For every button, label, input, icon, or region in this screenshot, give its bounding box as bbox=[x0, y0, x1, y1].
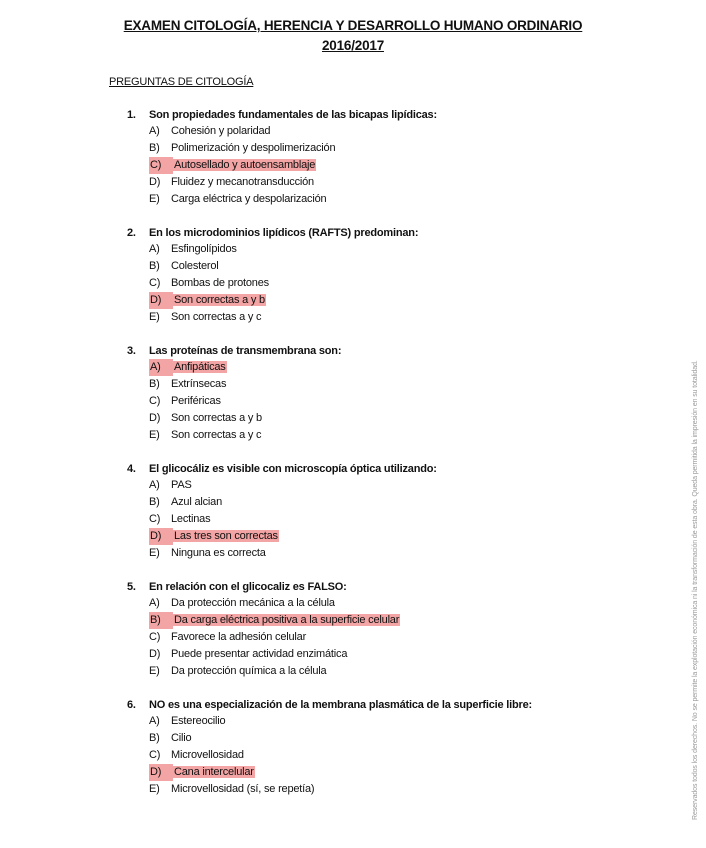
option-a bbox=[149, 595, 647, 612]
option-a bbox=[149, 713, 647, 730]
option-text: Cohesión y polaridad bbox=[171, 125, 271, 137]
option-letter: A) bbox=[149, 715, 160, 727]
option-letter: B) bbox=[149, 732, 160, 744]
option-d bbox=[149, 528, 647, 545]
option-letter: B) bbox=[149, 142, 160, 154]
option-text: Cilio bbox=[171, 732, 192, 744]
question-4 bbox=[127, 462, 647, 562]
option-text: Lectinas bbox=[171, 513, 211, 525]
option-text: Fluidez y mecanotransducción bbox=[171, 176, 314, 188]
option-letter: C) bbox=[149, 513, 161, 525]
question-text: En relación con el glicocaliz es FALSO: bbox=[149, 581, 347, 593]
option-c bbox=[149, 629, 647, 646]
copyright-note: Reservados todos los derechos. No se permite la explotación económica ni la transformación de esta obra. Queda permitida la impresión en su totalidad. bbox=[692, 360, 699, 820]
option-letter: A) bbox=[149, 243, 160, 255]
option-d bbox=[149, 646, 647, 663]
section-heading: PREGUNTAS DE CITOLOGÍA bbox=[109, 76, 254, 88]
question-number: 5. bbox=[127, 581, 136, 593]
option-text: Bombas de protones bbox=[171, 277, 269, 289]
option-text: Son correctas a y b bbox=[171, 412, 262, 424]
option-text: Son correctas a y c bbox=[171, 429, 262, 441]
option-letter: E) bbox=[149, 665, 160, 677]
option-b bbox=[149, 730, 647, 747]
option-b bbox=[149, 612, 647, 629]
option-text: Azul alcian bbox=[171, 496, 222, 508]
option-text: Son correctas a y c bbox=[171, 311, 262, 323]
option-e bbox=[149, 427, 647, 444]
option-letter: B) bbox=[149, 496, 160, 508]
option-c bbox=[149, 393, 647, 410]
question-number: 3. bbox=[127, 345, 136, 357]
option-letter: E) bbox=[149, 547, 160, 559]
option-text: Autosellado y autoensamblaje bbox=[174, 159, 316, 171]
exam-title: EXAMEN CITOLOGÍA, HERENCIA Y DESARROLLO HUMANO ORDINARIO bbox=[123, 18, 583, 33]
option-text: Colesterol bbox=[171, 260, 219, 272]
option-text: Da protección química a la célula bbox=[171, 665, 327, 677]
option-letter: C) bbox=[149, 157, 173, 174]
option-letter: D) bbox=[149, 648, 161, 660]
question-1 bbox=[127, 108, 647, 208]
option-text: Ninguna es correcta bbox=[171, 547, 266, 559]
option-letter: A) bbox=[149, 597, 160, 609]
option-letter: A) bbox=[149, 479, 160, 491]
option-text: Da carga eléctrica positiva a la superficie celular bbox=[174, 614, 400, 626]
option-letter: C) bbox=[149, 749, 161, 761]
option-e bbox=[149, 309, 647, 326]
option-letter: A) bbox=[149, 359, 173, 376]
option-b bbox=[149, 494, 647, 511]
option-text: Favorece la adhesión celular bbox=[171, 631, 307, 643]
option-text: Microvellosidad (sí, se repetía) bbox=[171, 783, 315, 795]
option-letter: E) bbox=[149, 429, 160, 441]
question-text: Son propiedades fundamentales de las bicapas lipídicas: bbox=[149, 109, 437, 121]
option-d bbox=[149, 174, 647, 191]
option-letter: E) bbox=[149, 311, 160, 323]
question-6 bbox=[127, 698, 647, 798]
option-letter: A) bbox=[149, 125, 160, 137]
option-c bbox=[149, 157, 647, 174]
option-text: Cana intercelular bbox=[174, 766, 254, 778]
question-text: NO es una especialización de la membrana plasmática de la superficie libre: bbox=[149, 699, 532, 711]
option-d bbox=[149, 292, 647, 309]
option-e bbox=[149, 781, 647, 798]
option-text: PAS bbox=[171, 479, 192, 491]
option-letter: D) bbox=[149, 764, 173, 781]
option-text: Estereocilio bbox=[171, 715, 226, 727]
option-letter: E) bbox=[149, 193, 160, 205]
option-text: Microvellosidad bbox=[171, 749, 244, 761]
option-a bbox=[149, 241, 647, 258]
option-text: Extrínsecas bbox=[171, 378, 227, 390]
option-d bbox=[149, 764, 647, 781]
option-c bbox=[149, 511, 647, 528]
question-text: En los microdominios lipídicos (RAFTS) predominan: bbox=[149, 227, 419, 239]
option-text: Carga eléctrica y despolarización bbox=[171, 193, 327, 205]
option-e bbox=[149, 663, 647, 680]
option-b bbox=[149, 258, 647, 275]
option-text: Las tres son correctas bbox=[174, 530, 278, 542]
option-text: Son correctas a y b bbox=[174, 294, 265, 306]
option-e bbox=[149, 191, 647, 208]
exam-year: 2016/2017 bbox=[321, 38, 384, 53]
option-letter: C) bbox=[149, 395, 161, 407]
question-number: 6. bbox=[127, 699, 136, 711]
option-letter: C) bbox=[149, 277, 161, 289]
option-c bbox=[149, 275, 647, 292]
question-2 bbox=[127, 226, 647, 326]
question-3 bbox=[127, 344, 647, 444]
option-text: Da protección mecánica a la célula bbox=[171, 597, 335, 609]
option-b bbox=[149, 140, 647, 157]
option-letter: D) bbox=[149, 292, 173, 309]
option-text: Esfingolípidos bbox=[171, 243, 237, 255]
question-text: Las proteínas de transmembrana son: bbox=[149, 345, 342, 357]
option-b bbox=[149, 376, 647, 393]
option-letter: B) bbox=[149, 378, 160, 390]
option-letter: D) bbox=[149, 176, 161, 188]
option-letter: D) bbox=[149, 528, 173, 545]
option-text: Periféricas bbox=[171, 395, 221, 407]
option-text: Puede presentar actividad enzimática bbox=[171, 648, 348, 660]
option-letter: C) bbox=[149, 631, 161, 643]
option-letter: D) bbox=[149, 412, 161, 424]
option-text: Polimerización y despolimerización bbox=[171, 142, 336, 154]
question-number: 4. bbox=[127, 463, 136, 475]
option-e bbox=[149, 545, 647, 562]
option-letter: B) bbox=[149, 612, 173, 629]
question-list bbox=[127, 108, 647, 816]
option-a bbox=[149, 477, 647, 494]
option-d bbox=[149, 410, 647, 427]
question-text: El glicocáliz es visible con microscopía óptica utilizando: bbox=[149, 463, 437, 475]
option-c bbox=[149, 747, 647, 764]
question-number: 1. bbox=[127, 109, 136, 121]
option-letter: E) bbox=[149, 783, 160, 795]
question-number: 2. bbox=[127, 227, 136, 239]
option-a bbox=[149, 123, 647, 140]
option-a bbox=[149, 359, 647, 376]
option-letter: B) bbox=[149, 260, 160, 272]
question-5 bbox=[127, 580, 647, 680]
option-text: Anfipáticas bbox=[174, 361, 226, 373]
